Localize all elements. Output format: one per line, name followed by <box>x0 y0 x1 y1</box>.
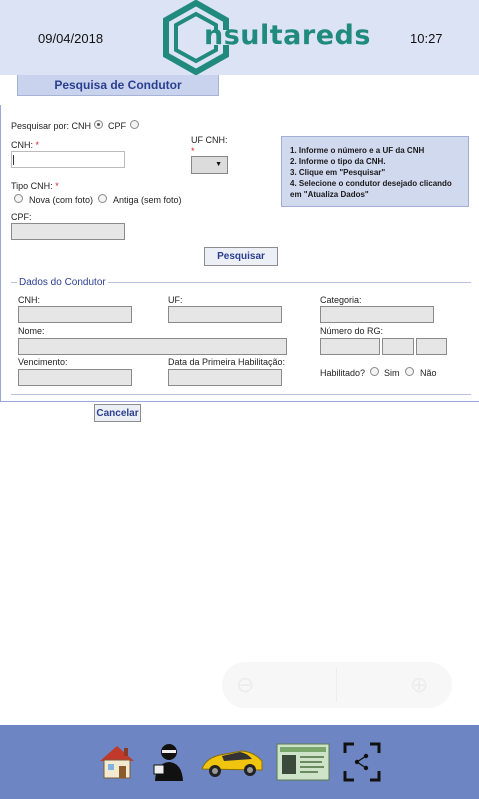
zoom-controls <box>222 662 452 708</box>
cpf-input[interactable] <box>11 223 125 240</box>
radio-habilitado-nao[interactable] <box>405 367 414 376</box>
cnh-label: CNH: * <box>11 140 40 150</box>
top-header <box>0 0 479 75</box>
zoom-out-icon[interactable]: ⊖ <box>236 672 255 697</box>
habilitado-label: Habilitado? <box>320 368 366 378</box>
bottom-navigation-bar <box>0 725 479 799</box>
instruction-line: em "Atualiza Dados" <box>290 190 369 199</box>
primeira-habilitacao-label: Data da Primeira Habilitação: <box>168 357 286 367</box>
search-button[interactable]: Pesquisar <box>204 247 278 266</box>
search-form-panel <box>0 105 479 402</box>
instruction-line: 2. Informe o tipo da CNH. <box>290 157 386 166</box>
text-cursor <box>13 155 14 165</box>
driver-uf-field <box>168 306 282 323</box>
radio-cnh[interactable] <box>94 120 103 129</box>
uf-cnh-select[interactable] <box>191 156 228 174</box>
driver-cnh-field <box>18 306 132 323</box>
zoom-in-icon[interactable]: ⊕ <box>410 672 429 697</box>
thief-icon[interactable] <box>150 741 188 783</box>
radio-habilitado-sim[interactable] <box>370 367 379 376</box>
rg-label: Número do RG: <box>320 326 384 336</box>
categoria-field <box>320 306 434 323</box>
option-cpf-label: CPF <box>108 121 126 131</box>
instruction-line: 1. Informe o número e a UF da CNH <box>290 146 425 155</box>
tipo-nova-label: Nova (com foto) <box>29 195 94 205</box>
rg-emissor-field <box>416 338 447 355</box>
uf-cnh-label: UF CNH: <box>191 135 228 145</box>
tipo-antiga-label: Antiga (sem foto) <box>113 195 182 205</box>
nao-label: Não <box>420 368 437 378</box>
radio-tipo-antiga[interactable] <box>98 194 107 203</box>
tipo-cnh-label: Tipo CNH: * <box>11 181 59 191</box>
uf-required-mark: * <box>191 146 195 156</box>
consultareds-logo <box>160 0 371 75</box>
share-icon[interactable] <box>343 741 381 783</box>
nome-label: Nome: <box>18 326 45 336</box>
date-text: 09/04/2018 <box>38 31 104 46</box>
zoom-divider <box>336 668 337 702</box>
driver-uf-label: UF: <box>168 295 183 305</box>
sim-label: Sim <box>384 368 400 378</box>
vencimento-field <box>18 369 132 386</box>
rg-number-field <box>320 338 380 355</box>
cancel-button[interactable]: Cancelar <box>94 404 141 422</box>
page-title: Pesquisa de Condutor <box>17 75 219 96</box>
radio-tipo-nova[interactable] <box>14 194 23 203</box>
driver-section-title: Dados do Condutor <box>19 277 106 288</box>
license-card-icon[interactable] <box>276 741 330 783</box>
chevron-down-icon: ▼ <box>215 161 222 168</box>
radio-cpf[interactable] <box>130 120 139 129</box>
instruction-line: 3. Clique em "Pesquisar" <box>290 168 386 177</box>
primeira-habilitacao-field <box>168 369 282 386</box>
driver-cnh-label: CNH: <box>18 295 40 305</box>
rg-uf-field <box>382 338 414 355</box>
vencimento-label: Vencimento: <box>18 357 68 367</box>
cnh-input[interactable] <box>11 151 125 168</box>
home-icon[interactable] <box>96 741 138 783</box>
cpf-label: CPF: <box>11 212 32 222</box>
bottom-divider <box>11 394 471 395</box>
search-by-label: Pesquisar por: CNH <box>11 121 92 131</box>
nome-field <box>18 338 287 355</box>
car-icon[interactable] <box>200 741 264 783</box>
logo-text: nsultareds <box>204 20 371 51</box>
instruction-line: 4. Selecione o condutor desejado clicando <box>290 179 452 188</box>
time-text: 10:27 <box>410 31 443 46</box>
instructions-box <box>281 136 469 207</box>
categoria-label: Categoria: <box>320 295 362 305</box>
